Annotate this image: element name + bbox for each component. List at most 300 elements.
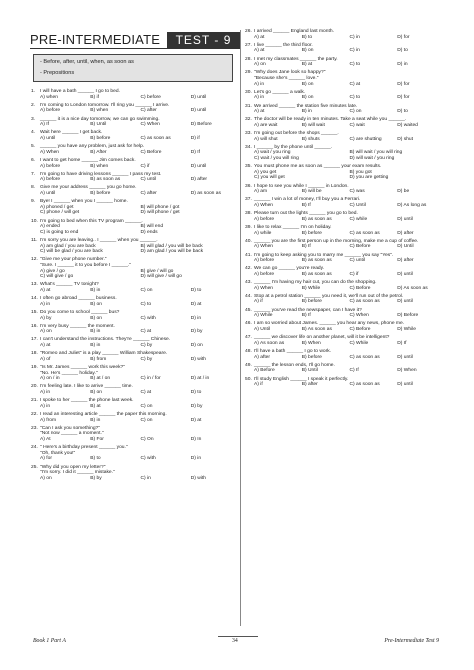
answer-option[interactable]: D) Until — [397, 244, 414, 250]
answer-option[interactable]: D) until — [190, 94, 207, 100]
answer-option[interactable]: A) on — [254, 62, 266, 68]
answer-option[interactable]: A) When — [254, 202, 274, 208]
answer-option[interactable]: B) as soon as — [301, 258, 332, 264]
answer-option[interactable]: A) before — [40, 177, 61, 183]
answer-option[interactable]: D) at / in — [190, 376, 210, 382]
answer-option[interactable]: C) before — [140, 94, 161, 100]
answer-option[interactable]: B) Until — [301, 368, 318, 374]
answer-option[interactable]: D) as soon as — [190, 191, 221, 197]
answer-option[interactable]: A) before — [254, 216, 275, 222]
answer-option[interactable]: C) wait — [349, 122, 365, 128]
answer-options — [245, 286, 445, 292]
answer-options — [245, 150, 445, 161]
question-item — [31, 130, 241, 141]
answer-option[interactable]: C) by — [140, 343, 153, 349]
answer-option[interactable]: D) if — [190, 135, 200, 141]
answer-options — [31, 302, 241, 308]
question-text: I'm going to have driving lessons ______ I pass my test. — [40, 171, 162, 177]
question-number: 42. — [245, 266, 252, 272]
answer-option[interactable]: D) be — [397, 189, 410, 195]
answer-option[interactable]: C) with — [140, 456, 156, 462]
answer-option[interactable]: A) am — [254, 189, 268, 195]
answer-option[interactable]: A) for — [40, 456, 52, 462]
answer-option[interactable]: B) will phone / got — [140, 204, 180, 210]
answer-option[interactable]: C) at — [140, 390, 152, 395]
answer-option[interactable]: D) after — [397, 230, 414, 236]
answer-option[interactable]: B) As soon as — [301, 327, 332, 332]
answer-option[interactable]: D) to — [190, 390, 202, 395]
answer-option[interactable]: A) am glad / you are back — [40, 243, 96, 249]
answer-option[interactable]: B) will be — [301, 189, 322, 195]
answer-option[interactable]: A) are wait — [254, 122, 278, 128]
question-text: I can't understand the instructions. They're ______ Chinese. — [40, 337, 171, 343]
answer-option[interactable]: B) on — [301, 81, 314, 87]
answer-option[interactable]: C) you will get — [254, 175, 285, 181]
answer-option[interactable]: B) give / will go — [140, 268, 174, 274]
answer-option[interactable]: B) If — [301, 313, 311, 319]
question-item — [245, 335, 445, 346]
answer-option[interactable]: A) ended — [40, 224, 60, 230]
answer-option[interactable]: C) On — [140, 436, 154, 442]
test-number-badge: TEST - 9 — [167, 32, 240, 48]
question-text: I often go abroad ______ business. — [40, 296, 117, 302]
answer-option[interactable]: C) while — [349, 216, 368, 222]
answer-option[interactable]: A) If — [40, 122, 49, 128]
answer-option[interactable]: D) in — [397, 62, 408, 68]
answer-options — [31, 418, 241, 424]
answer-option[interactable]: C) is going to end — [40, 229, 79, 235]
question-number: 44. — [245, 293, 252, 299]
question-item — [245, 253, 445, 264]
answer-option[interactable]: B) After — [90, 149, 107, 155]
answer-option[interactable]: C) to — [140, 301, 152, 307]
answer-option[interactable]: D) for — [397, 81, 410, 87]
answer-option[interactable]: B) from — [90, 356, 107, 362]
answer-option[interactable]: A) of — [40, 356, 51, 362]
answer-option[interactable]: A) before — [254, 271, 275, 277]
footer-rule — [218, 636, 258, 637]
answer-option[interactable]: B) before — [301, 299, 322, 305]
question-number: 47. — [245, 335, 252, 341]
answer-option[interactable]: D) While — [397, 327, 416, 332]
answer-options — [245, 313, 445, 319]
answer-option[interactable]: B) if — [90, 94, 99, 100]
answer-option[interactable]: B) in — [90, 343, 101, 349]
answer-option[interactable]: C) Before — [349, 285, 371, 291]
question-text: " Here's a birthday present ______ you." "Oh, thank you!" — [40, 445, 128, 456]
answer-option[interactable]: B) before — [90, 191, 111, 197]
answer-option[interactable]: B) shuts — [301, 136, 320, 142]
answer-option[interactable]: C) on — [349, 109, 362, 115]
answer-option[interactable]: D) until — [397, 382, 413, 388]
answer-option[interactable]: A) in — [40, 390, 51, 395]
page-number: 34 — [232, 638, 238, 644]
answer-option[interactable]: B) in — [90, 417, 101, 423]
answer-option[interactable]: C) When — [140, 122, 160, 128]
question-number: 43. — [245, 280, 252, 286]
answer-option[interactable]: C) if — [349, 271, 359, 277]
answer-option[interactable]: B) to — [90, 456, 101, 462]
question-number: 38. — [245, 211, 252, 217]
answer-option[interactable]: C) to — [349, 62, 361, 68]
answer-options — [245, 355, 445, 361]
question-item — [31, 257, 241, 279]
answer-option[interactable]: C) in — [349, 34, 360, 40]
answer-option[interactable]: C) as soon as — [349, 230, 380, 236]
question-item — [31, 310, 241, 321]
answer-option[interactable]: C) Before — [349, 244, 371, 250]
answer-option[interactable]: A) Before — [254, 368, 275, 374]
answer-option[interactable]: D) When — [397, 368, 417, 374]
question-text: Wait here ______ I get back. — [40, 130, 103, 136]
answer-options — [245, 258, 445, 264]
answer-options — [31, 136, 241, 142]
answer-option[interactable]: A) while — [254, 230, 272, 236]
answer-option[interactable]: D) by — [190, 329, 203, 335]
answer-option[interactable]: D) until — [190, 163, 207, 169]
answer-option[interactable]: D) until — [397, 216, 413, 222]
question-item — [31, 103, 241, 114]
answer-option[interactable]: B) before — [90, 135, 111, 141]
answer-option[interactable]: C) If — [349, 368, 359, 374]
answer-option[interactable]: C) until — [140, 177, 156, 183]
question-text: Please turn out the lights ______ you go to bed. — [254, 211, 358, 217]
footer-book: Book 1 Part A — [33, 638, 66, 644]
answer-option[interactable]: B) If — [301, 202, 311, 208]
answer-option[interactable]: B) If — [301, 244, 311, 250]
answer-option[interactable]: D) at — [190, 301, 202, 307]
answer-option[interactable]: D) to — [190, 287, 202, 293]
answer-option[interactable]: B) as soon as — [90, 177, 121, 183]
question-item — [31, 282, 241, 293]
answer-option[interactable]: D) to — [397, 48, 408, 54]
answer-option[interactable]: D) with — [190, 356, 206, 362]
question-text: I spoke to her ______ the phone last week. — [40, 398, 134, 404]
answer-option[interactable]: A) in — [40, 301, 51, 307]
question-item — [245, 104, 445, 115]
answer-option[interactable]: D) you are getting — [349, 175, 389, 181]
answer-option[interactable]: A) at — [254, 48, 265, 54]
answer-option[interactable]: B) on — [90, 390, 102, 395]
answer-option[interactable]: C) by — [140, 356, 153, 362]
answer-option[interactable]: D) for — [397, 95, 410, 101]
answer-options — [31, 437, 241, 443]
question-item — [245, 266, 445, 277]
answer-option[interactable]: B) you got — [349, 169, 372, 175]
answer-option[interactable]: D) shut — [397, 136, 414, 142]
footer-test-title: Pre-Intermediate Test 9 — [384, 638, 439, 644]
question-text: "Why did you open my letter?" "I'm sorry. I did it ______ mistake." — [40, 464, 115, 476]
answer-option[interactable]: D) Before — [190, 122, 212, 128]
answer-option[interactable]: C) in — [140, 475, 151, 481]
answer-option[interactable]: A) after — [254, 354, 271, 360]
answer-options — [245, 382, 445, 388]
answer-option[interactable]: C) Until — [349, 202, 366, 208]
question-item — [245, 184, 445, 195]
answer-option[interactable]: A) before — [254, 258, 275, 264]
answer-option[interactable]: B) will glad / you will be back — [140, 243, 203, 249]
answer-options — [245, 62, 445, 68]
answer-option[interactable]: C) as soon as — [349, 299, 380, 305]
answer-option[interactable]: B) to — [301, 34, 313, 40]
question-number: 11. — [31, 238, 38, 243]
answer-option[interactable]: C) on — [140, 417, 153, 423]
answer-option[interactable]: D) on — [190, 343, 203, 349]
answer-options — [245, 299, 445, 305]
answer-option[interactable]: B) will wait — [301, 122, 325, 128]
question-number: 8. — [31, 185, 36, 191]
question-item — [31, 144, 241, 155]
answer-option[interactable]: B) on — [301, 48, 314, 54]
answer-option[interactable]: D) until — [397, 354, 413, 360]
answer-option[interactable]: A) you get — [254, 169, 277, 175]
answer-option[interactable]: A) before — [40, 163, 61, 169]
answer-options — [245, 189, 445, 195]
answer-option[interactable]: A) wait / you ring — [254, 150, 291, 156]
answer-option[interactable]: C) are shutting — [349, 136, 382, 142]
answer-option[interactable]: B) at — [301, 62, 313, 68]
answer-option[interactable]: C) after — [140, 191, 157, 197]
answer-options — [31, 177, 241, 183]
answer-option[interactable]: D) will wait / you ring — [349, 156, 395, 162]
answer-option[interactable]: A) before — [40, 108, 61, 114]
question-item — [31, 199, 241, 216]
answer-option[interactable]: A) at — [254, 109, 265, 115]
question-item — [31, 465, 241, 482]
answer-option[interactable]: A) if — [254, 382, 263, 388]
question-text: I arrived ______ England last month. — [254, 29, 334, 34]
question-item — [245, 308, 445, 319]
topic-item: - Prepositions — [40, 70, 75, 76]
answer-option[interactable]: B) after — [301, 382, 318, 388]
answer-option[interactable]: A) give / go — [40, 268, 65, 274]
answer-option[interactable]: C) in — [349, 48, 360, 54]
answer-option[interactable]: C) as soon as — [349, 382, 380, 388]
answer-option[interactable]: A) from — [40, 417, 57, 423]
answer-option[interactable]: B) when — [90, 108, 109, 114]
answer-option[interactable]: B) in — [301, 109, 312, 115]
answer-option[interactable]: D) by — [190, 403, 203, 409]
answer-option[interactable]: A) in — [254, 81, 265, 87]
question-text: ______ I win a lot of money, I'll buy you a Ferrari. — [254, 197, 361, 203]
answer-options — [31, 329, 241, 335]
answer-option[interactable]: B) For — [90, 436, 104, 442]
answer-option[interactable]: B) When — [301, 340, 321, 346]
answer-option[interactable]: D) waited — [397, 122, 418, 128]
answer-option[interactable]: A) at — [40, 343, 51, 349]
answer-option[interactable]: B) in — [90, 287, 101, 293]
answer-option[interactable]: D) In — [190, 436, 202, 442]
answer-option[interactable]: A) Until — [254, 327, 271, 332]
question-number: 23. — [31, 425, 38, 431]
answer-option[interactable]: A) on — [40, 475, 52, 481]
answer-option[interactable]: B) by — [90, 475, 102, 481]
answer-option[interactable]: A) until — [40, 191, 56, 197]
answer-option[interactable]: C) until — [349, 258, 365, 264]
answer-option[interactable]: C) phone / will get — [40, 210, 80, 216]
answer-option[interactable]: D) As soon as — [397, 285, 428, 291]
question-text: ______ you are the first person up in the morning, make me a cup of coffee. — [254, 238, 419, 244]
answer-option[interactable]: B) at — [90, 403, 101, 409]
question-number: 16. — [31, 323, 38, 329]
question-number: 34. — [245, 144, 252, 150]
answer-option[interactable]: B) on — [90, 315, 102, 321]
answer-options — [31, 476, 241, 482]
answer-option[interactable]: B) While — [301, 285, 321, 291]
answer-option[interactable]: D) will give / will go — [140, 274, 182, 280]
answer-option[interactable]: B) before — [301, 230, 322, 236]
answer-option[interactable]: A) As soon as — [254, 340, 285, 346]
answer-option[interactable]: B) Until — [90, 122, 107, 128]
test-header — [30, 32, 240, 49]
answer-option[interactable]: A) when — [40, 94, 58, 100]
answer-option[interactable]: D) If — [397, 340, 407, 346]
answer-option[interactable]: A) if — [254, 299, 263, 305]
question-text: I'm sorry you are leaving.. I ______ when you ______. — [40, 238, 158, 243]
question-column-left — [31, 89, 241, 484]
question-item — [245, 363, 445, 374]
answer-option[interactable]: B) as soon as — [301, 216, 332, 222]
answer-option[interactable]: B) on — [90, 301, 102, 307]
answer-option[interactable]: C) on — [140, 287, 153, 293]
answer-option[interactable]: B) on — [301, 95, 314, 101]
answer-options — [245, 327, 445, 333]
answer-option[interactable]: C) While — [349, 340, 369, 346]
answer-option[interactable]: D) am glad / you will be back — [140, 249, 204, 255]
answer-option[interactable]: C) in / for — [140, 376, 161, 382]
answer-option[interactable]: D) ends — [140, 229, 158, 235]
answer-option[interactable]: B) will wait / you will ring — [349, 150, 403, 156]
answer-option[interactable]: C) Before — [140, 149, 162, 155]
answer-option[interactable]: A) on — [40, 329, 52, 335]
question-text: I am so worried about James. ______ you hear any news, phone me. — [254, 321, 405, 327]
answer-option[interactable]: B) at / on — [90, 376, 111, 382]
question-text: Bye! I ______ when you I ______ home. — [40, 199, 128, 205]
question-text: "Is Mr. James ______ work this week?" "No. He's ______ holiday." — [40, 365, 126, 376]
question-number: 31. — [245, 103, 252, 109]
question-number: 50. — [245, 376, 252, 382]
answer-option[interactable]: C) was — [349, 189, 365, 195]
question-text: I like to relax ______ I'm on holiday. — [254, 224, 332, 230]
answer-option[interactable]: C) Before — [349, 327, 371, 332]
answer-option[interactable]: C) at — [140, 329, 152, 335]
answer-option[interactable]: C) if — [140, 163, 150, 169]
answer-option[interactable]: B) as soon as — [301, 271, 332, 277]
answer-option[interactable]: D) Before — [397, 313, 419, 319]
question-number: 12. — [31, 257, 38, 263]
answer-option[interactable]: A) When — [254, 285, 274, 291]
answer-option[interactable]: C) will be glad / you are back — [40, 249, 103, 255]
answer-option[interactable]: C) as soon as — [349, 354, 380, 360]
question-text: The doctor will be ready in ten minutes. Take a seat while you ______. — [254, 117, 407, 123]
answer-option[interactable]: D) with — [190, 475, 206, 481]
question-item — [31, 238, 241, 255]
question-column-right — [245, 29, 445, 390]
answer-option[interactable]: D) for — [397, 34, 410, 40]
answer-option[interactable]: D) after — [397, 258, 414, 264]
answer-option[interactable]: A) at — [254, 34, 265, 40]
question-text: You must phone me as soon as ______ your exam results. — [254, 164, 382, 170]
question-number: 40. — [245, 238, 252, 244]
answer-option[interactable]: A) When — [40, 149, 60, 155]
question-item — [245, 145, 445, 162]
answer-option[interactable]: C) after — [140, 108, 157, 114]
answer-option[interactable]: B) before — [301, 354, 322, 360]
answer-option[interactable]: D) until — [397, 299, 413, 305]
answer-option[interactable]: C) will give / go — [40, 274, 74, 280]
answer-option[interactable]: D) in — [190, 315, 202, 321]
answer-option[interactable]: A) by — [40, 315, 52, 321]
question-text: I live ______ the third floor. — [254, 42, 313, 48]
answer-option[interactable]: D) will phone / get — [140, 210, 180, 216]
answer-option[interactable]: D) after — [190, 177, 208, 183]
answer-option[interactable]: C) to — [349, 95, 361, 101]
answer-option[interactable]: D) to — [397, 109, 408, 115]
question-number: 33. — [245, 131, 252, 137]
question-number: 37. — [245, 197, 252, 203]
answer-option[interactable]: A) will shut — [254, 136, 278, 142]
answer-option[interactable]: C) wait / you will ring — [254, 156, 299, 162]
question-item — [31, 296, 241, 307]
answer-option[interactable]: B) will end — [140, 224, 164, 230]
question-item — [245, 164, 445, 181]
question-text: I'm very busy ______ the moment. — [40, 323, 115, 329]
answer-options — [31, 122, 241, 128]
answer-option[interactable]: A) While — [254, 313, 273, 319]
question-number: 3. — [31, 116, 36, 122]
answer-options — [31, 390, 241, 396]
answer-option[interactable]: B) when — [90, 163, 109, 169]
answer-options — [245, 244, 445, 250]
answer-options — [245, 35, 445, 41]
question-item — [245, 43, 445, 54]
answer-option[interactable]: A) on / in — [40, 376, 60, 382]
question-text: I read an interesting article ______ the paper this morning. — [40, 411, 167, 417]
question-text: I will have a bath ______ I go to bed. — [40, 89, 120, 94]
answer-option[interactable]: D) until — [397, 271, 413, 277]
question-number: 39. — [245, 224, 252, 230]
question-item — [31, 365, 241, 382]
answer-options — [31, 205, 241, 216]
answer-option[interactable]: C) When — [349, 313, 369, 319]
answer-option[interactable]: A) phoned / get — [40, 204, 74, 210]
question-text: "Give me your phone number." "Sure. I ______ it to you before I ______." — [40, 257, 132, 268]
answer-option[interactable]: A) in — [254, 95, 265, 101]
answer-option[interactable]: C) on — [140, 403, 153, 409]
answer-option[interactable]: C) with — [140, 315, 156, 321]
answer-option[interactable]: A) in — [40, 403, 51, 409]
answer-option[interactable]: A) at — [40, 287, 51, 293]
answer-option[interactable]: D) If — [190, 149, 200, 155]
answer-option[interactable]: A) When — [254, 244, 274, 250]
answer-options — [245, 217, 445, 223]
question-text: ______ we discover life on another planet, will it be intelligent? — [254, 335, 390, 341]
answer-option[interactable]: C) as soon as — [140, 135, 171, 141]
answer-option[interactable]: B) in — [90, 329, 101, 335]
question-number: 17. — [31, 337, 38, 343]
answer-option[interactable]: D) in — [190, 456, 202, 462]
question-number: 46. — [245, 321, 252, 327]
answer-option[interactable]: A) At — [40, 436, 51, 442]
answer-option[interactable]: D) As long as — [397, 202, 427, 208]
answer-options — [245, 203, 445, 209]
answer-option[interactable]: D) at — [190, 417, 202, 423]
question-item — [31, 117, 241, 128]
answer-option[interactable]: C) at — [349, 81, 361, 87]
question-item — [31, 398, 241, 409]
answer-option[interactable]: A) until — [40, 135, 56, 141]
answer-option[interactable]: D) until — [190, 108, 207, 114]
